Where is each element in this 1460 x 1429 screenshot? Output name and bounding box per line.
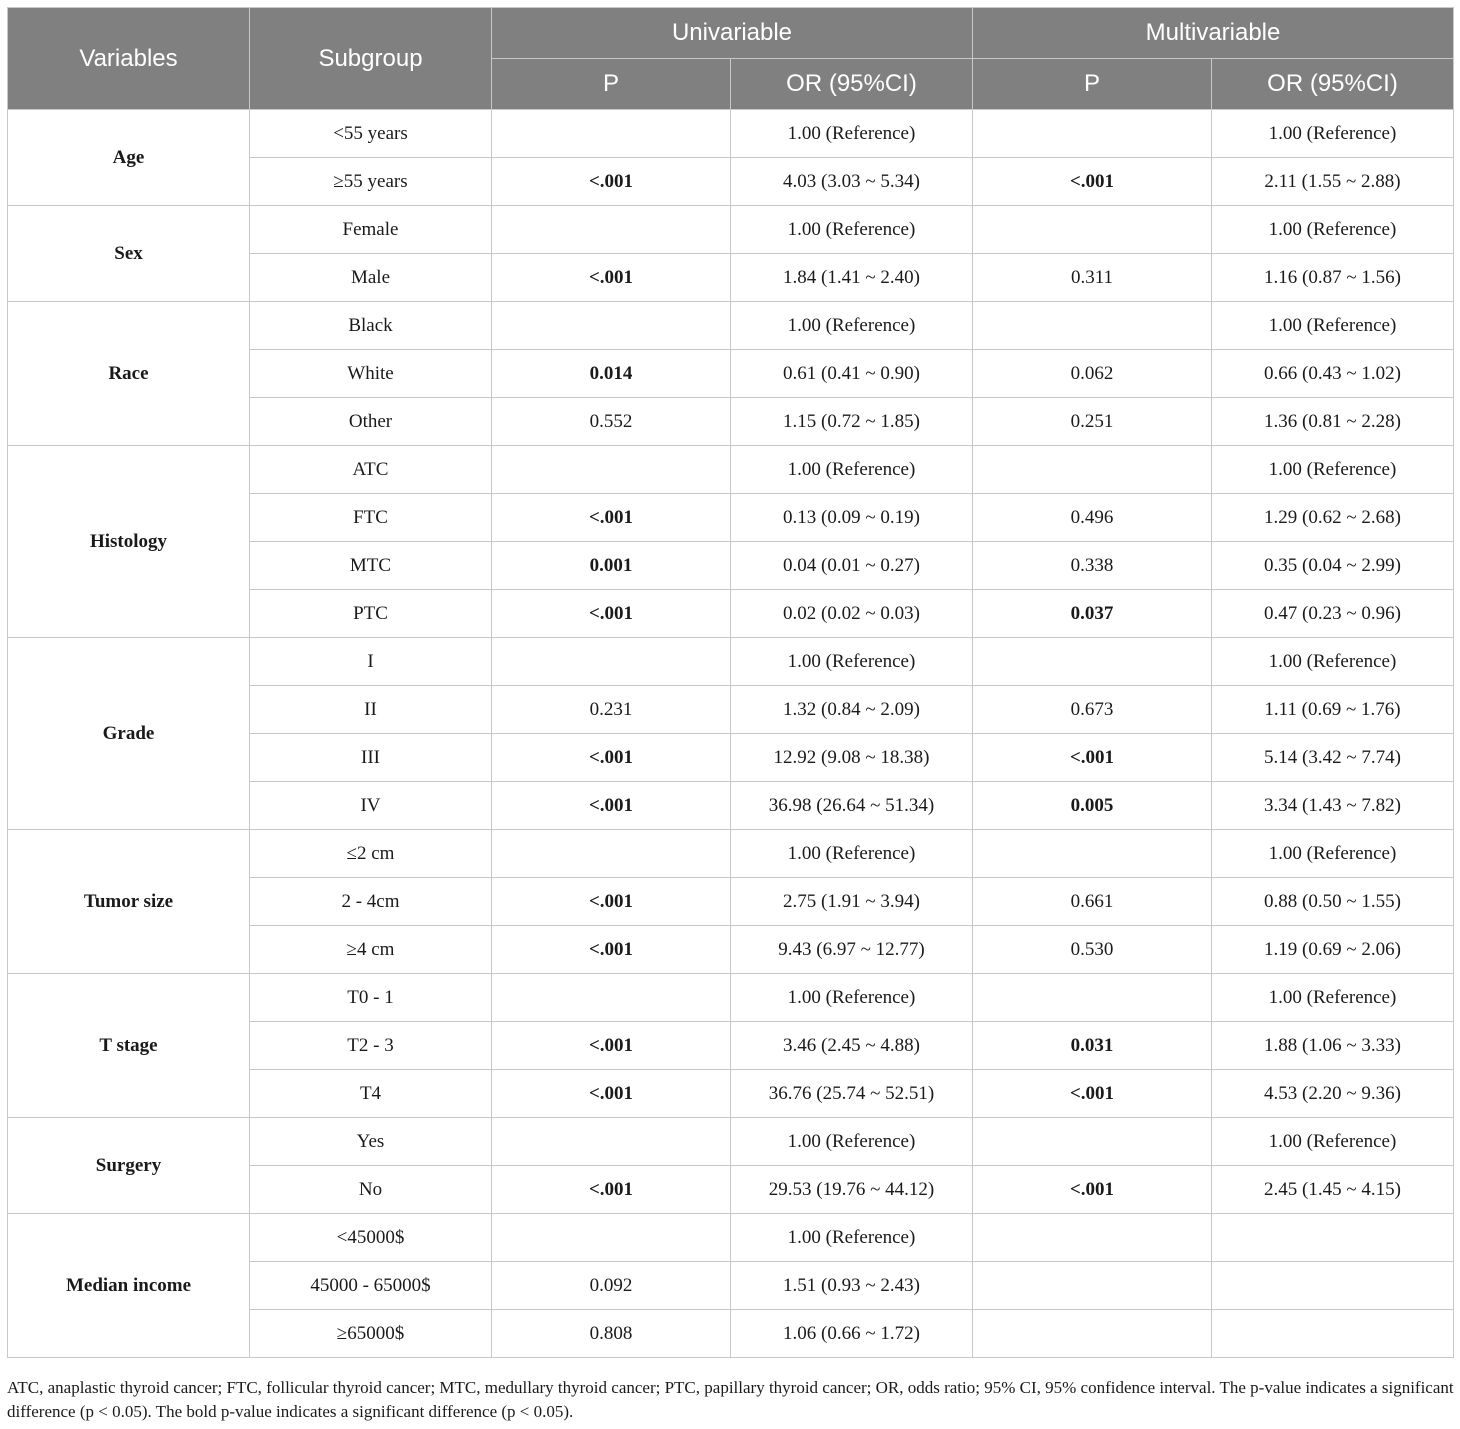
univariable-p-cell — [492, 302, 731, 350]
univariable-p-cell: 0.014 — [492, 350, 731, 398]
multivariable-or-cell: 1.19 (0.69 ~ 2.06) — [1212, 926, 1454, 974]
univariable-p-cell: <.001 — [492, 158, 731, 206]
variable-cell: Race — [8, 302, 250, 446]
univariable-p-cell: <.001 — [492, 926, 731, 974]
univariable-p-cell: <.001 — [492, 734, 731, 782]
multivariable-p-cell: 0.530 — [973, 926, 1212, 974]
table-row — [8, 446, 1454, 494]
multivariable-or-cell: 1.00 (Reference) — [1212, 974, 1454, 1022]
table-row — [8, 830, 1454, 878]
subgroup-cell: ≤2 cm — [250, 830, 492, 878]
univariable-p-cell: <.001 — [492, 1022, 731, 1070]
header-multivariable-or: OR (95%CI) — [1212, 59, 1454, 110]
multivariable-p-cell — [973, 110, 1212, 158]
univariable-or-cell: 1.00 (Reference) — [731, 206, 973, 254]
univariable-or-cell: 4.03 (3.03 ~ 5.34) — [731, 158, 973, 206]
multivariable-p-cell: 0.673 — [973, 686, 1212, 734]
univariable-p-cell: 0.092 — [492, 1262, 731, 1310]
subgroup-cell: III — [250, 734, 492, 782]
univariable-p-cell: <.001 — [492, 1166, 731, 1214]
univariable-or-cell: 1.00 (Reference) — [731, 974, 973, 1022]
subgroup-cell: FTC — [250, 494, 492, 542]
subgroup-cell: II — [250, 686, 492, 734]
univariable-or-cell: 0.04 (0.01 ~ 0.27) — [731, 542, 973, 590]
multivariable-p-cell: 0.496 — [973, 494, 1212, 542]
univariable-or-cell: 1.84 (1.41 ~ 2.40) — [731, 254, 973, 302]
univariable-p-cell — [492, 1214, 731, 1262]
multivariable-or-cell: 1.00 (Reference) — [1212, 206, 1454, 254]
multivariable-or-cell: 0.47 (0.23 ~ 0.96) — [1212, 590, 1454, 638]
univariable-or-cell: 1.00 (Reference) — [731, 1118, 973, 1166]
multivariable-p-cell — [973, 1118, 1212, 1166]
subgroup-cell: MTC — [250, 542, 492, 590]
subgroup-cell: 2 - 4cm — [250, 878, 492, 926]
header-subgroup: Subgroup — [250, 8, 492, 110]
multivariable-or-cell — [1212, 1262, 1454, 1310]
variable-cell: Sex — [8, 206, 250, 302]
subgroup-cell: Male — [250, 254, 492, 302]
table-row — [8, 206, 1454, 254]
variable-cell: Tumor size — [8, 830, 250, 974]
univariable-or-cell: 1.00 (Reference) — [731, 110, 973, 158]
table-body — [8, 110, 1454, 1358]
multivariable-p-cell — [973, 206, 1212, 254]
univariable-or-cell: 9.43 (6.97 ~ 12.77) — [731, 926, 973, 974]
subgroup-cell: ≥65000$ — [250, 1310, 492, 1358]
univariable-p-cell: <.001 — [492, 494, 731, 542]
univariable-or-cell: 36.98 (26.64 ~ 51.34) — [731, 782, 973, 830]
subgroup-cell: Yes — [250, 1118, 492, 1166]
subgroup-cell: ≥4 cm — [250, 926, 492, 974]
multivariable-p-cell — [973, 302, 1212, 350]
header-variables: Variables — [8, 8, 250, 110]
multivariable-p-cell: 0.661 — [973, 878, 1212, 926]
univariable-p-cell: 0.231 — [492, 686, 731, 734]
univariable-p-cell: 0.552 — [492, 398, 731, 446]
multivariable-or-cell: 3.34 (1.43 ~ 7.82) — [1212, 782, 1454, 830]
univariable-or-cell: 2.75 (1.91 ~ 3.94) — [731, 878, 973, 926]
univariable-p-cell — [492, 638, 731, 686]
multivariable-or-cell: 1.00 (Reference) — [1212, 830, 1454, 878]
subgroup-cell: ATC — [250, 446, 492, 494]
multivariable-or-cell: 0.35 (0.04 ~ 2.99) — [1212, 542, 1454, 590]
univariable-or-cell: 1.00 (Reference) — [731, 1214, 973, 1262]
univariable-p-cell: <.001 — [492, 254, 731, 302]
univariable-or-cell: 36.76 (25.74 ~ 52.51) — [731, 1070, 973, 1118]
multivariable-p-cell: <.001 — [973, 734, 1212, 782]
subgroup-cell: No — [250, 1166, 492, 1214]
multivariable-p-cell: 0.338 — [973, 542, 1212, 590]
multivariable-or-cell — [1212, 1310, 1454, 1358]
table-row — [8, 638, 1454, 686]
multivariable-p-cell: 0.031 — [973, 1022, 1212, 1070]
variable-cell: Histology — [8, 446, 250, 638]
subgroup-cell: Other — [250, 398, 492, 446]
univariable-or-cell: 1.15 (0.72 ~ 1.85) — [731, 398, 973, 446]
subgroup-cell: ≥55 years — [250, 158, 492, 206]
multivariable-p-cell — [973, 974, 1212, 1022]
multivariable-or-cell: 2.45 (1.45 ~ 4.15) — [1212, 1166, 1454, 1214]
univariable-p-cell: <.001 — [492, 782, 731, 830]
multivariable-p-cell — [973, 638, 1212, 686]
multivariable-or-cell: 1.29 (0.62 ~ 2.68) — [1212, 494, 1454, 542]
multivariable-p-cell: 0.251 — [973, 398, 1212, 446]
multivariable-or-cell: 1.00 (Reference) — [1212, 446, 1454, 494]
subgroup-cell: T2 - 3 — [250, 1022, 492, 1070]
univariable-or-cell: 0.02 (0.02 ~ 0.03) — [731, 590, 973, 638]
subgroup-cell: Black — [250, 302, 492, 350]
univariable-or-cell: 1.00 (Reference) — [731, 638, 973, 686]
table-row — [8, 1118, 1454, 1166]
univariable-or-cell: 1.00 (Reference) — [731, 830, 973, 878]
multivariable-or-cell — [1212, 1214, 1454, 1262]
subgroup-cell: IV — [250, 782, 492, 830]
multivariable-or-cell: 1.00 (Reference) — [1212, 110, 1454, 158]
multivariable-or-cell: 1.11 (0.69 ~ 1.76) — [1212, 686, 1454, 734]
variable-cell: Surgery — [8, 1118, 250, 1214]
multivariable-p-cell: 0.062 — [973, 350, 1212, 398]
multivariable-p-cell: <.001 — [973, 158, 1212, 206]
header-multivariable-p: P — [973, 59, 1212, 110]
subgroup-cell: <55 years — [250, 110, 492, 158]
table-row — [8, 302, 1454, 350]
univariable-or-cell: 0.13 (0.09 ~ 0.19) — [731, 494, 973, 542]
univariable-or-cell: 12.92 (9.08 ~ 18.38) — [731, 734, 973, 782]
subgroup-cell: White — [250, 350, 492, 398]
variable-cell: Age — [8, 110, 250, 206]
multivariable-or-cell: 1.00 (Reference) — [1212, 302, 1454, 350]
multivariable-p-cell: 0.005 — [973, 782, 1212, 830]
results-table-container — [7, 7, 1453, 1358]
univariable-p-cell: 0.001 — [492, 542, 731, 590]
multivariable-or-cell: 1.00 (Reference) — [1212, 1118, 1454, 1166]
multivariable-or-cell: 0.66 (0.43 ~ 1.02) — [1212, 350, 1454, 398]
multivariable-p-cell: 0.037 — [973, 590, 1212, 638]
subgroup-cell: 45000 - 65000$ — [250, 1262, 492, 1310]
univariable-p-cell: 0.808 — [492, 1310, 731, 1358]
multivariable-p-cell — [973, 1262, 1212, 1310]
variable-cell: Grade — [8, 638, 250, 830]
subgroup-cell: I — [250, 638, 492, 686]
header-multivariable: Multivariable — [973, 8, 1454, 59]
multivariable-p-cell: 0.311 — [973, 254, 1212, 302]
univariable-or-cell: 1.06 (0.66 ~ 1.72) — [731, 1310, 973, 1358]
header-univariable-or: OR (95%CI) — [731, 59, 973, 110]
univariable-p-cell — [492, 110, 731, 158]
subgroup-cell: PTC — [250, 590, 492, 638]
univariable-p-cell — [492, 830, 731, 878]
univariable-p-cell — [492, 446, 731, 494]
subgroup-cell: T4 — [250, 1070, 492, 1118]
table-row — [8, 974, 1454, 1022]
univariable-p-cell — [492, 974, 731, 1022]
univariable-p-cell: <.001 — [492, 878, 731, 926]
subgroup-cell: Female — [250, 206, 492, 254]
header-univariable: Univariable — [492, 8, 973, 59]
table-footnote: ATC, anaplastic thyroid cancer; FTC, follicular thyroid cancer; MTC, medullary thyroid cancer; PTC, papillary thyroid cancer; OR, odds ratio; 95% CI, 95% confidence interval. The p-value indicates a significant difference (p < 0.05). The bold p-value indicates a significant difference (p < 0.05). — [7, 1378, 1454, 1421]
univariable-or-cell: 29.53 (19.76 ~ 44.12) — [731, 1166, 973, 1214]
univariable-or-cell: 1.32 (0.84 ~ 2.09) — [731, 686, 973, 734]
multivariable-or-cell: 1.36 (0.81 ~ 2.28) — [1212, 398, 1454, 446]
multivariable-or-cell: 1.00 (Reference) — [1212, 638, 1454, 686]
multivariable-or-cell: 2.11 (1.55 ~ 2.88) — [1212, 158, 1454, 206]
multivariable-or-cell: 5.14 (3.42 ~ 7.74) — [1212, 734, 1454, 782]
multivariable-p-cell — [973, 446, 1212, 494]
univariable-p-cell: <.001 — [492, 590, 731, 638]
univariable-or-cell: 1.00 (Reference) — [731, 446, 973, 494]
variable-cell: T stage — [8, 974, 250, 1118]
univariable-p-cell: <.001 — [492, 1070, 731, 1118]
multivariable-or-cell: 0.88 (0.50 ~ 1.55) — [1212, 878, 1454, 926]
header-univariable-p: P — [492, 59, 731, 110]
subgroup-cell: <45000$ — [250, 1214, 492, 1262]
subgroup-cell: T0 - 1 — [250, 974, 492, 1022]
multivariable-p-cell — [973, 830, 1212, 878]
multivariable-p-cell — [973, 1310, 1212, 1358]
table-row — [8, 1214, 1454, 1262]
multivariable-or-cell: 1.16 (0.87 ~ 1.56) — [1212, 254, 1454, 302]
multivariable-p-cell: <.001 — [973, 1070, 1212, 1118]
univariable-p-cell — [492, 1118, 731, 1166]
multivariable-p-cell — [973, 1214, 1212, 1262]
multivariable-or-cell: 4.53 (2.20 ~ 9.36) — [1212, 1070, 1454, 1118]
multivariable-p-cell: <.001 — [973, 1166, 1212, 1214]
variable-cell: Median income — [8, 1214, 250, 1358]
table-row — [8, 110, 1454, 158]
univariable-p-cell — [492, 206, 731, 254]
univariable-or-cell: 0.61 (0.41 ~ 0.90) — [731, 350, 973, 398]
univariable-or-cell: 1.51 (0.93 ~ 2.43) — [731, 1262, 973, 1310]
univariable-or-cell: 1.00 (Reference) — [731, 302, 973, 350]
regression-table — [7, 7, 1454, 1358]
table-header — [8, 8, 1454, 110]
univariable-or-cell: 3.46 (2.45 ~ 4.88) — [731, 1022, 973, 1070]
multivariable-or-cell: 1.88 (1.06 ~ 3.33) — [1212, 1022, 1454, 1070]
